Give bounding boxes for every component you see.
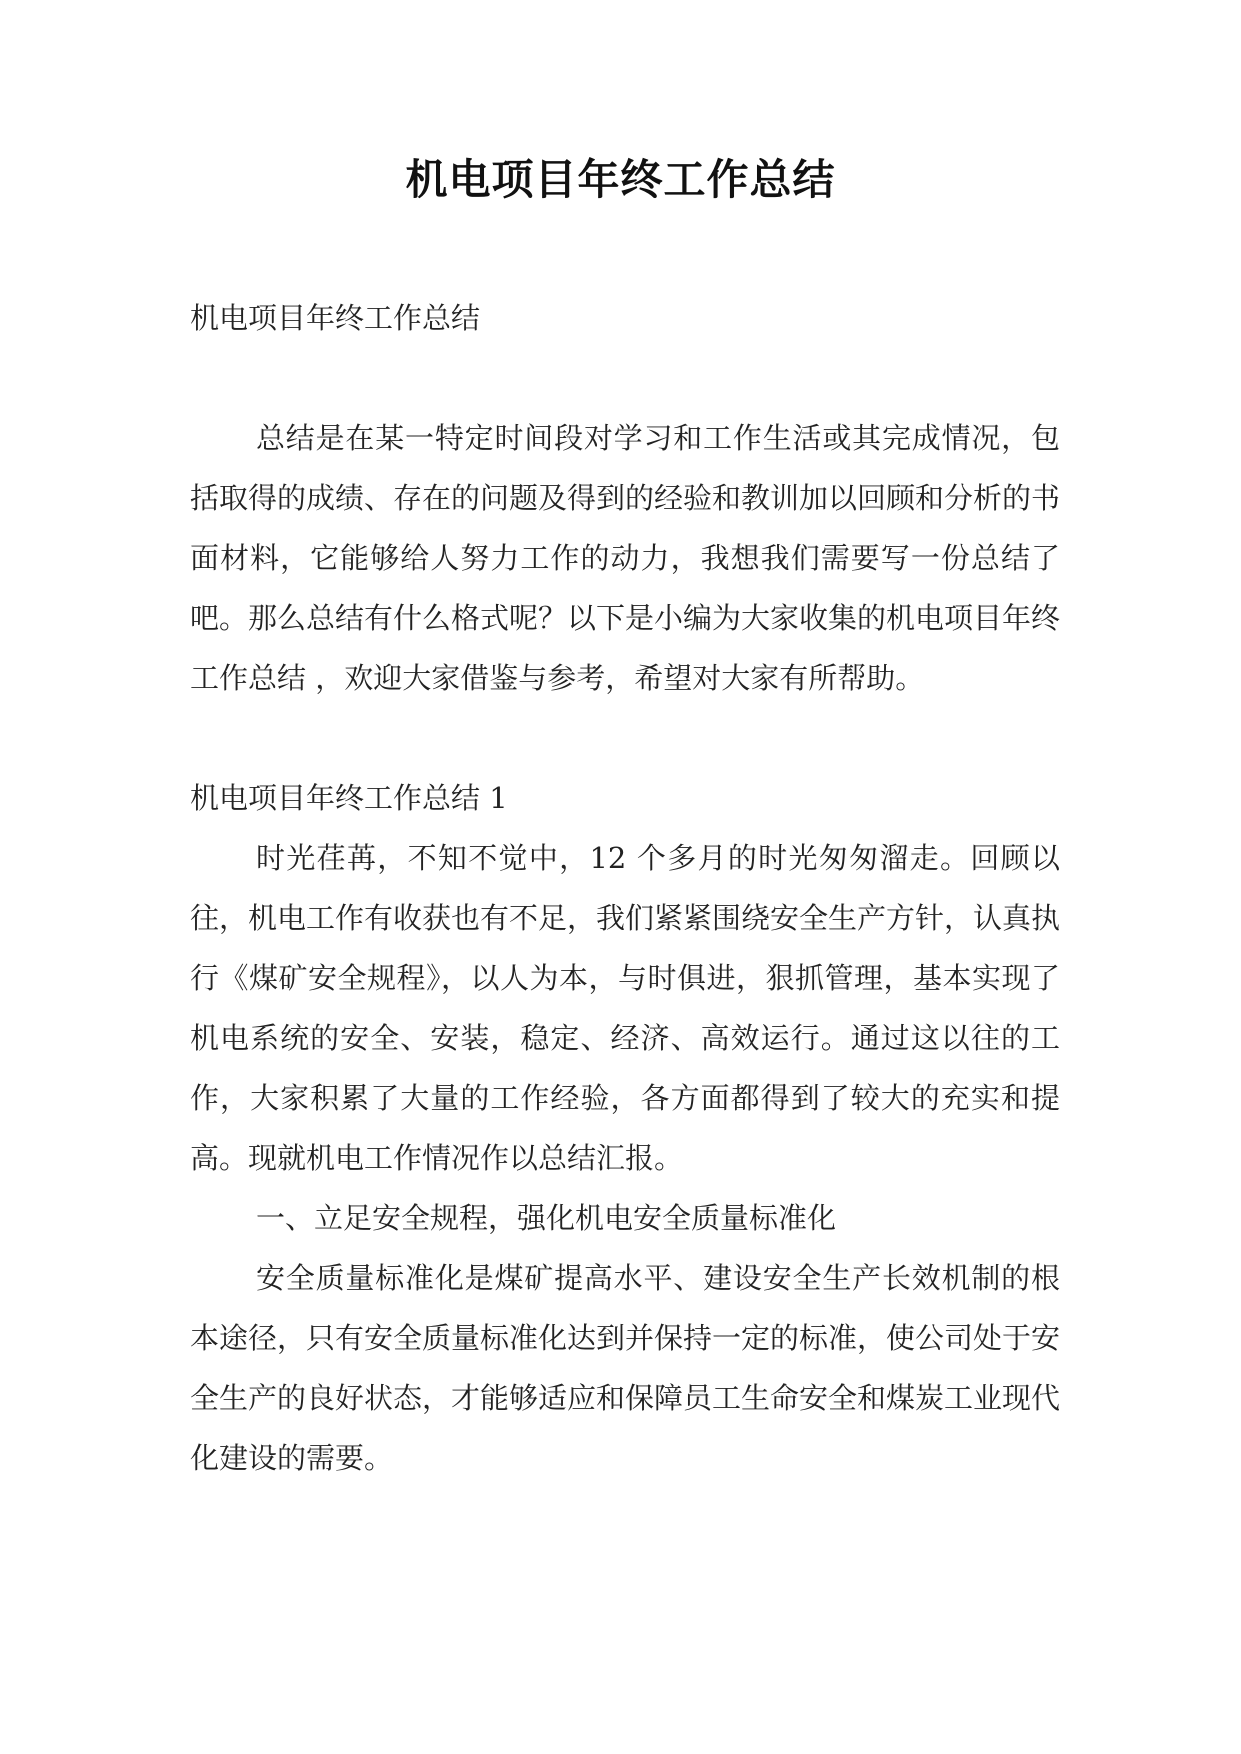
- document-subtitle: 机电项目年终工作总结: [190, 301, 481, 335]
- section-heading: 机电项目年终工作总结 1: [190, 781, 508, 815]
- body-paragraph: 安全质量标准化是煤矿提高水平、建设安全生产长效机制的根本途径，只有安全质量标准化达到并保持一定的标准，使公司处于安全生产的良好状态，才能够适应和保障员工生命安全和煤炭工业现代化建设的需要。: [190, 1261, 1061, 1475]
- subsection-heading: 一、立足安全规程，强化机电安全质量标准化: [256, 1201, 837, 1235]
- intro-paragraph: 总结是在某一特定时间段对学习和工作生活或其完成情况，包括取得的成绩、存在的问题及得到的经验和教训加以回顾和分析的书面材料，它能够给人努力工作的动力，我想我们需要写一份总结了吧。那么总结有什么格式呢？以下是小编为大家收集的机电项目年终工作总结 ，欢迎大家借鉴与参考，希望对大家有所帮助。: [190, 421, 1061, 695]
- body-paragraph: 时光荏苒，不知不觉中，12 个多月的时光匆匆溜走。回顾以往，机电工作有收获也有不足，我们紧紧围绕安全生产方针，认真执行《煤矿安全规程》，以人为本，与时俱进，狠抓管理，基本实现了机电系统的安全、安装，稳定、经济、高效运行。通过这以往的工作，大家积累了大量的工作经验，各方面都得到了较大的充实和提高。现就机电工作情况作以总结汇报。: [190, 841, 1061, 1175]
- document-body: [190, 288, 1060, 1488]
- document-title: 机电项目年终工作总结: [405, 155, 836, 204]
